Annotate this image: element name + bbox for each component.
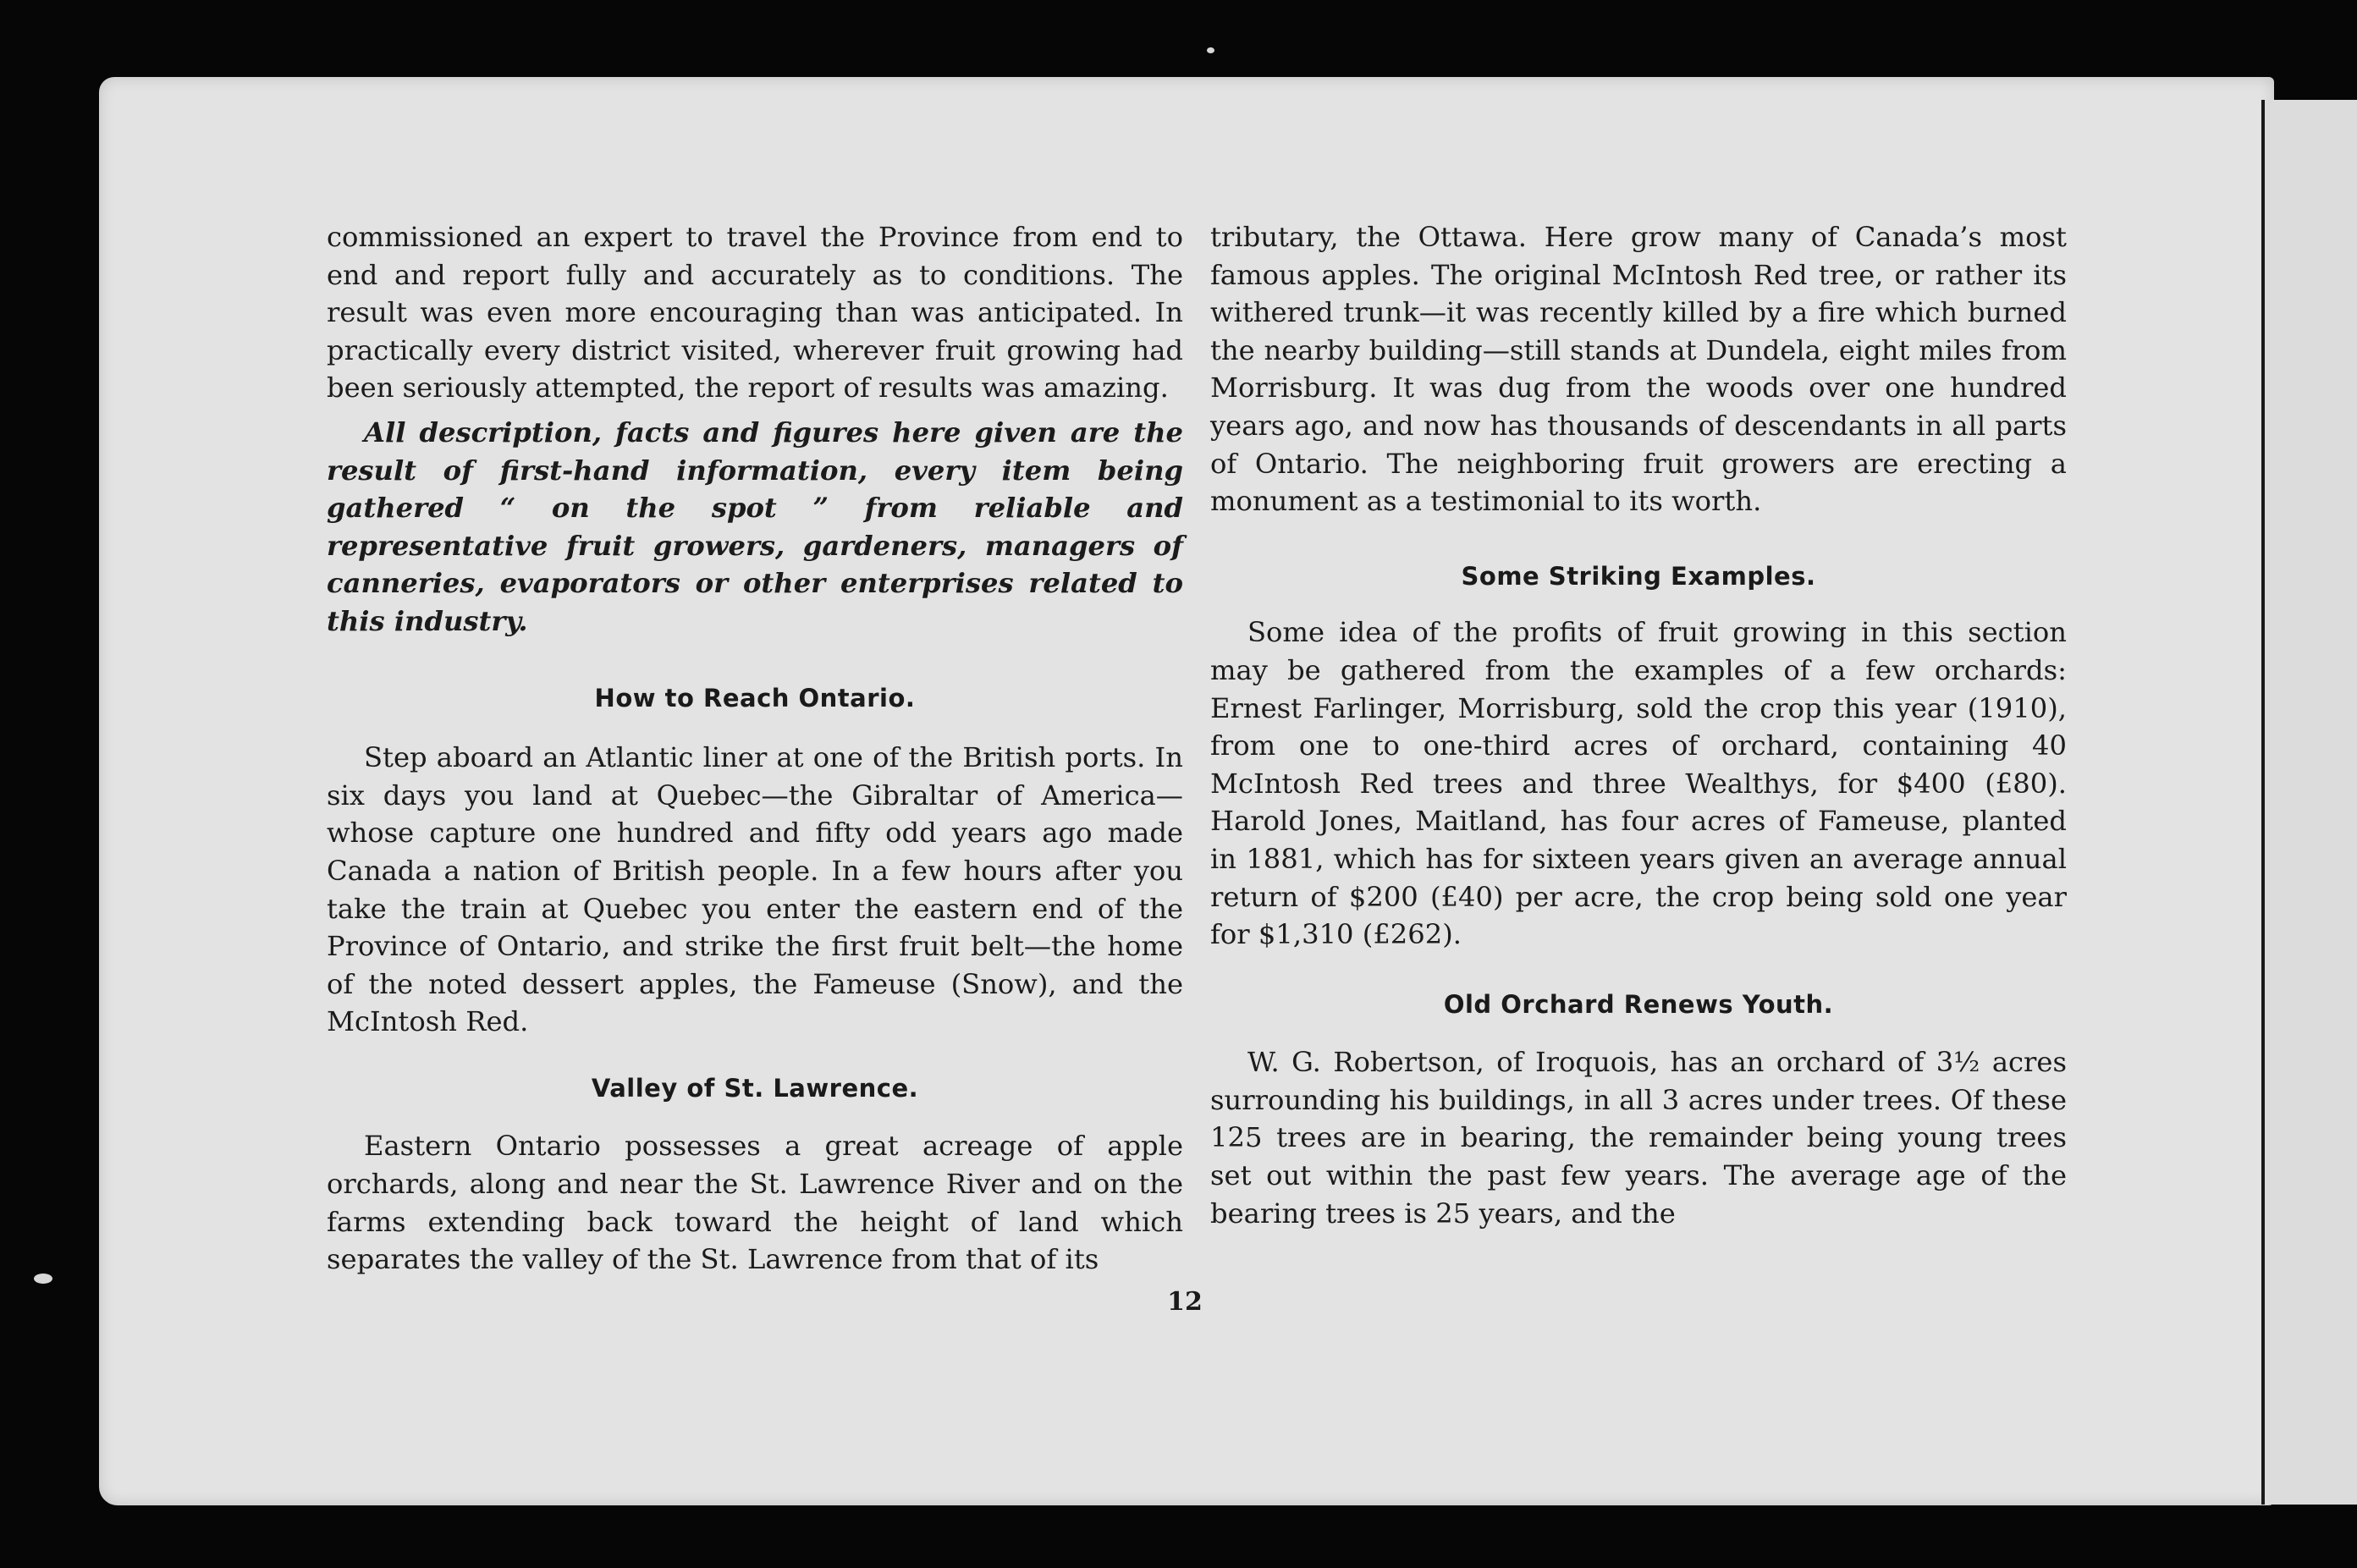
paragraph: Some idea of the profits of fruit growing in this section may be gathered from the examples of a few orchards: Ernest Farlinger, Morrisburg, sold the crop this year (1910), from one to one-third acres of orchard, containing 40 McIntosh Red trees and three Wealthys, for $400 (£80). Harold Jones, Maitland, has four acres of Fameuse, planted in 1881, which has for sixteen years given an average annual return of $200 (£40) per acre, the crop being sold one year for $1,310 (£262). — [1210, 616, 2067, 951]
paragraph: Eastern Ontario possesses a great acreage of apple orchards, along and near the St. Lawrence River and on the farms extending back toward the height of land which separates the valley of the St. Lawrence from that of its — [327, 1130, 1183, 1276]
section-heading: How to Reach Ontario. — [594, 683, 916, 712]
film-speck — [34, 1274, 52, 1284]
paragraph: W. G. Robertson, of Iroquois, has an orchard of 3½ acres surrounding his buildings, in all 3 acres under trees. Of these 125 trees are in bearing, the remainder being young trees set out within the past few years. The average age of the bearing trees is 25 years, and the — [1210, 1046, 2067, 1230]
adjacent-page-edge — [2261, 100, 2357, 1505]
italic-paragraph: All description, facts and figures here given are the result of first-hand information, every item being gathered “ on the spot ” from reliable and representative fruit growers, gardeners, managers of canneries, evaporators or other enterprises related to this industry. — [327, 415, 1183, 637]
left-column — [327, 218, 1183, 1279]
paragraph: tributary, the Ottawa. Here grow many of Canada’s most famous apples. The original McIntosh Red tree, or rather its withered trunk—it was recently killed by a fire which burned the nearby building—still stands at Dundela, eight miles from Morrisburg. It was dug from the woods over one hundred years ago, and now has thousands of descendants in all parts of Ontario. The neighboring fruit growers are erecting a monument as a testimonial to its worth. — [1210, 221, 2067, 518]
section-heading: Valley of St. Lawrence. — [591, 1073, 919, 1103]
section-heading: Some Striking Examples. — [1461, 561, 1816, 591]
right-column — [1210, 218, 2067, 1232]
film-speck — [1207, 47, 1214, 53]
section-heading: Old Orchard Renews Youth. — [1443, 989, 1834, 1019]
page-number: 12 — [1167, 1287, 1203, 1317]
paragraph: Step aboard an Atlantic liner at one of the British ports. In six days you land at Quebec—the Gibraltar of America—whose capture one hundred and fifty odd years ago made Canada a nation of British people. In a few hours after you take the train at Quebec you enter the eastern end of the Province of Ontario, and strike the first fruit belt—the home of the noted dessert apples, the Fameuse (Snow), and the McIntosh Red. — [327, 741, 1183, 1038]
paragraph: commissioned an expert to travel the Province from end to end and report fully and accurately as to conditions. The result was even more encouraging than was anticipated. In practically every district visited, wherever fruit growing had been seriously attempted, the report of results was amazing. — [327, 221, 1183, 404]
